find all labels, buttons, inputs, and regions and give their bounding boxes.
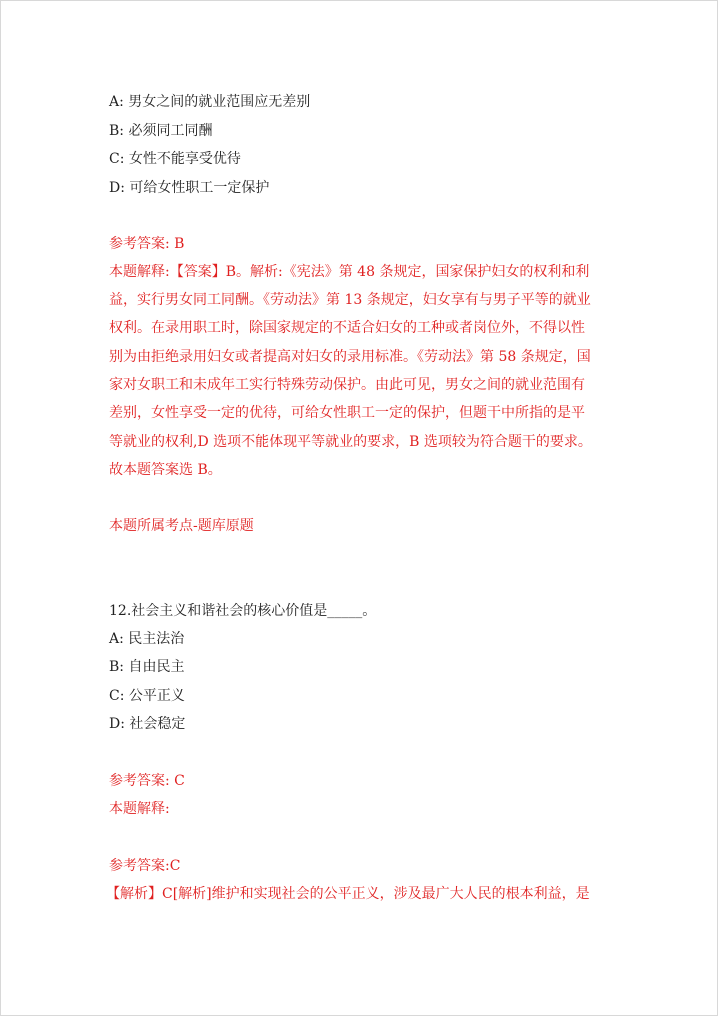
q12-option-c: C: 公平正义 xyxy=(109,688,185,704)
q11-explanation-line-2: 益，实行男女同工同酬。《劳动法》第 13 条规定，妇女享有与男子平等的就业 xyxy=(109,292,591,308)
q11-explanation-label: 本题解释: xyxy=(109,264,170,280)
q11-option-b: B: 必须同工同酬 xyxy=(109,123,213,139)
q12-answer-2: 参考答案:C xyxy=(109,858,181,874)
q11-option-d: D: 可给女性职工一定保护 xyxy=(109,180,270,196)
q11-explanation-line-5: 家对女职工和未成年工实行特殊劳动保护。由此可见，男女之间的就业范围有 xyxy=(109,377,585,393)
q12-answer: 参考答案: C xyxy=(109,773,185,789)
q11-explanation-line-7: 等就业的权利,D 选项不能体现平等就业的要求，B 选项较为符合题干的要求。 xyxy=(109,434,592,450)
q11-explanation-line-4: 别为由拒绝录用妇女或者提高对妇女的录用标准。《劳动法》第 58 条规定，国 xyxy=(109,349,591,365)
q11-source: 本题所属考点-题库原题 xyxy=(109,518,254,534)
q12-explanation-label: 本题解释: xyxy=(109,801,170,817)
q11-option-a: A: 男女之间的就业范围应无差别 xyxy=(109,94,311,110)
q12-question: 12.社会主义和谐社会的核心价值是_____。 xyxy=(109,603,377,619)
q12-option-b: B: 自由民主 xyxy=(109,659,185,675)
q11-explanation-line-3: 权利。在录用职工时，除国家规定的不适合妇女的工种或者岗位外，不得以性 xyxy=(109,320,585,336)
q11-option-c: C: 女性不能享受优待 xyxy=(109,151,241,167)
q11-explanation-line-1 xyxy=(109,263,589,281)
q11-answer: 参考答案: B xyxy=(109,236,185,252)
q12-option-d: D: 社会稳定 xyxy=(109,716,186,732)
q11-explanation-line-8: 故本题答案选 B。 xyxy=(109,462,222,478)
q12-analysis: 【解析】C[解析]维护和实现社会的公平正义，涉及最广大人民的根本利益，是 xyxy=(106,886,590,902)
q11-explanation-line-6: 差别，女性享受一定的优待，可给女性职工一定的保护，但题干中所指的是平 xyxy=(109,405,585,421)
q11-explanation-text-1: 【答案】B。解析:《宪法》第 48 条规定，国家保护妇女的权利和利 xyxy=(169,264,590,280)
q12-option-a: A: 民主法治 xyxy=(109,631,185,647)
